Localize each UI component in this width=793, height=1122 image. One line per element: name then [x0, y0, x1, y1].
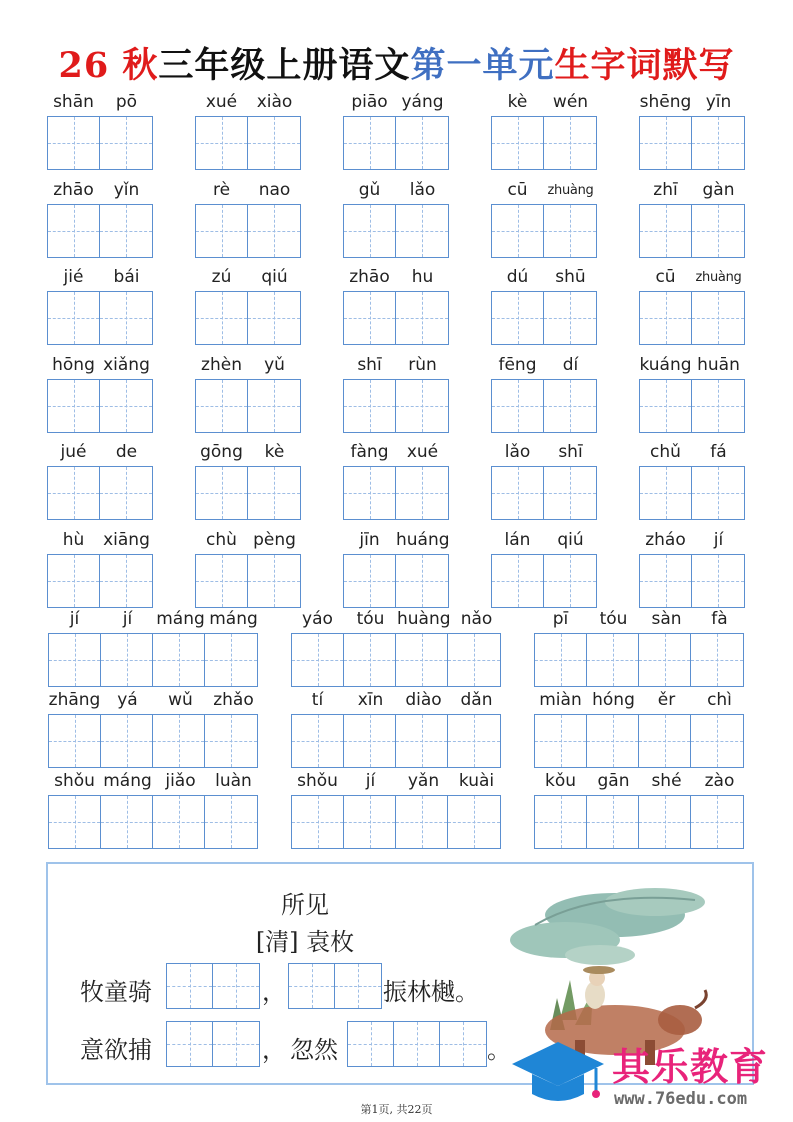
tianzige-grid[interactable]	[534, 633, 744, 687]
writing-cell[interactable]	[100, 555, 152, 607]
writing-cell[interactable]	[49, 634, 101, 686]
tianzige-grid[interactable]	[195, 466, 301, 520]
tianzige-grid[interactable]	[343, 379, 449, 433]
pinyin-label: shī	[357, 355, 382, 375]
pinyin-label: yáng	[401, 92, 444, 112]
tianzige-grid[interactable]	[343, 466, 449, 520]
writing-cell[interactable]	[448, 634, 500, 686]
pinyin-label: lán	[504, 530, 531, 550]
writing-cell[interactable]	[691, 634, 743, 686]
pinyin-label: dǎn	[460, 690, 493, 710]
pinyin-label: hóng	[592, 690, 635, 710]
pinyin-label: kè	[507, 92, 528, 112]
pinyin-label: bái	[113, 267, 140, 287]
pinyin-label: shǒu	[297, 771, 338, 791]
writing-cell[interactable]	[196, 117, 248, 169]
pinyin-label: shēng	[639, 92, 692, 112]
writing-cell[interactable]	[205, 634, 257, 686]
pinyin-label: xiāng	[103, 530, 150, 550]
pinyin-label: tóu	[599, 609, 628, 629]
writing-cell[interactable]	[587, 715, 639, 767]
pinyin-label: xué	[205, 92, 238, 112]
poem-blank-2[interactable]	[288, 963, 382, 1009]
tianzige-grid[interactable]	[47, 554, 153, 608]
writing-cell[interactable]	[492, 380, 544, 432]
poem-line1-start: 牧童骑	[80, 978, 152, 1006]
tianzige-grid[interactable]	[491, 204, 597, 258]
pinyin-label: tí	[311, 690, 324, 710]
tianzige-grid[interactable]	[639, 554, 745, 608]
pinyin-label: sàn	[651, 609, 682, 629]
writing-cell[interactable]	[344, 205, 396, 257]
writing-cell[interactable]	[396, 467, 448, 519]
logo-name: 其乐教育	[612, 1045, 769, 1089]
writing-cell[interactable]	[692, 380, 744, 432]
tianzige-grid[interactable]	[534, 714, 744, 768]
writing-cell[interactable]	[639, 796, 691, 848]
tianzige-grid[interactable]	[491, 466, 597, 520]
pinyin-label: piāo	[351, 92, 388, 112]
pinyin-label: jí	[69, 609, 80, 629]
pinyin-label: máng	[103, 771, 152, 791]
writing-cell[interactable]	[213, 964, 259, 1008]
writing-cell[interactable]	[394, 1022, 440, 1066]
writing-cell[interactable]	[396, 205, 448, 257]
pinyin-label: huáng	[396, 530, 450, 550]
writing-cell[interactable]	[639, 634, 691, 686]
pinyin-label: nǎo	[460, 609, 493, 629]
writing-cell[interactable]	[448, 715, 500, 767]
writing-cell[interactable]	[196, 205, 248, 257]
writing-cell[interactable]	[100, 292, 152, 344]
pinyin-label: yá	[117, 690, 138, 710]
tianzige-grid[interactable]	[291, 633, 501, 687]
tianzige-grid[interactable]	[343, 554, 449, 608]
title-grade: 三年级上册语文	[158, 45, 411, 86]
poem-line1-end: 振林樾。	[383, 978, 479, 1006]
tianzige-grid[interactable]	[195, 379, 301, 433]
pinyin-label: cū	[507, 180, 528, 200]
pinyin-label: fà	[711, 609, 728, 629]
pinyin-label: qiú	[261, 267, 288, 287]
pinyin-label: zhī	[653, 180, 678, 200]
tianzige-grid[interactable]	[639, 116, 745, 170]
writing-cell[interactable]	[205, 796, 257, 848]
pinyin-label: miàn	[539, 690, 582, 710]
pinyin-label: jiǎo	[165, 771, 196, 791]
writing-cell[interactable]	[535, 634, 587, 686]
writing-cell[interactable]	[100, 380, 152, 432]
pinyin-label: kuài	[458, 771, 495, 791]
tianzige-grid[interactable]	[491, 116, 597, 170]
pinyin-label: jué	[60, 442, 87, 462]
pinyin-label: zhǎo	[213, 690, 254, 710]
pinyin-label: gān	[597, 771, 630, 791]
writing-cell[interactable]	[196, 292, 248, 344]
writing-cell[interactable]	[101, 715, 153, 767]
writing-cell[interactable]	[248, 292, 300, 344]
pinyin-label: rùn	[408, 355, 437, 375]
writing-cell[interactable]	[49, 796, 101, 848]
pinyin-label: xīn	[357, 690, 384, 710]
pinyin-label: zháo	[645, 530, 686, 550]
writing-cell[interactable]	[544, 205, 596, 257]
poem-author: [清] 袁枚	[255, 928, 355, 956]
writing-cell[interactable]	[48, 292, 100, 344]
writing-cell[interactable]	[100, 117, 152, 169]
pinyin-label: yīn	[705, 92, 732, 112]
writing-cell[interactable]	[492, 117, 544, 169]
writing-cell[interactable]	[167, 1022, 213, 1066]
page-footer: 第1页, 共22页	[360, 1103, 433, 1116]
title-unit: 第一单元	[410, 45, 555, 86]
pinyin-label: yǎn	[407, 771, 440, 791]
pinyin-label: shé	[651, 771, 682, 791]
writing-cell[interactable]	[335, 964, 381, 1008]
poem-blank-4[interactable]	[347, 1021, 487, 1067]
pinyin-label: huàng	[397, 609, 451, 629]
writing-cell[interactable]	[48, 467, 100, 519]
writing-cell[interactable]	[48, 555, 100, 607]
page-title	[0, 38, 793, 88]
pinyin-label: yáo	[302, 609, 333, 629]
writing-cell[interactable]	[692, 467, 744, 519]
graduation-cap-icon	[512, 1042, 604, 1101]
writing-cell[interactable]	[691, 796, 743, 848]
writing-cell[interactable]	[440, 1022, 486, 1066]
poem-line2-mid: 忽然	[290, 1036, 338, 1064]
pinyin-label: zhuàng	[547, 183, 594, 198]
writing-cell[interactable]	[292, 715, 344, 767]
poem-line2-start: 意欲捕	[80, 1036, 152, 1064]
writing-cell[interactable]	[640, 380, 692, 432]
writing-cell[interactable]	[640, 292, 692, 344]
writing-cell[interactable]	[48, 117, 100, 169]
tianzige-grid[interactable]	[48, 795, 258, 849]
pinyin-label: hōng	[52, 355, 95, 375]
tree-foliage	[510, 888, 705, 965]
writing-cell[interactable]	[196, 555, 248, 607]
poem-title: 所见	[281, 891, 329, 919]
pinyin-label: nao	[258, 180, 291, 200]
pinyin-label: chù	[206, 530, 237, 550]
writing-cell[interactable]	[544, 380, 596, 432]
tianzige-grid[interactable]	[47, 291, 153, 345]
pinyin-label: xiǎng	[103, 355, 150, 375]
pinyin-label: zhuàng	[695, 270, 742, 285]
pinyin-label: yǐn	[113, 180, 140, 200]
tianzige-grid[interactable]	[491, 379, 597, 433]
pinyin-label: jí	[122, 609, 133, 629]
tianzige-grid[interactable]	[343, 291, 449, 345]
tianzige-grid[interactable]	[48, 714, 258, 768]
pinyin-label: zhāng	[48, 690, 101, 710]
writing-cell[interactable]	[289, 964, 335, 1008]
pinyin-label: jí	[713, 530, 724, 550]
writing-cell[interactable]	[49, 715, 101, 767]
logo-url: www.76edu.com	[614, 1089, 748, 1109]
poem-blank-1[interactable]	[166, 963, 260, 1009]
writing-cell[interactable]	[639, 715, 691, 767]
writing-cell[interactable]	[492, 467, 544, 519]
writing-cell[interactable]	[344, 634, 396, 686]
pinyin-label: kǒu	[544, 771, 577, 791]
tianzige-grid[interactable]	[195, 554, 301, 608]
writing-cell[interactable]	[587, 634, 639, 686]
writing-cell[interactable]	[640, 117, 692, 169]
writing-cell[interactable]	[535, 715, 587, 767]
pinyin-label: zhāo	[53, 180, 94, 200]
writing-cell[interactable]	[248, 555, 300, 607]
pinyin-label: wén	[552, 92, 589, 112]
writing-cell[interactable]	[213, 1022, 259, 1066]
writing-cell[interactable]	[535, 796, 587, 848]
writing-cell[interactable]	[248, 467, 300, 519]
writing-cell[interactable]	[544, 292, 596, 344]
pinyin-label: shǒu	[54, 771, 95, 791]
pinyin-label: jīn	[359, 530, 380, 550]
tianzige-grid[interactable]	[48, 633, 258, 687]
writing-cell[interactable]	[692, 292, 744, 344]
writing-cell[interactable]	[396, 715, 448, 767]
tianzige-grid[interactable]	[291, 714, 501, 768]
poem-blank-3[interactable]	[166, 1021, 260, 1067]
tianzige-grid[interactable]	[47, 204, 153, 258]
pinyin-label: kè	[264, 442, 285, 462]
writing-cell[interactable]	[196, 380, 248, 432]
writing-cell[interactable]	[640, 555, 692, 607]
writing-cell[interactable]	[205, 715, 257, 767]
tianzige-grid[interactable]	[639, 204, 745, 258]
writing-cell[interactable]	[396, 380, 448, 432]
pinyin-label: hu	[411, 267, 434, 287]
tianzige-grid[interactable]	[195, 291, 301, 345]
writing-cell[interactable]	[248, 205, 300, 257]
writing-cell[interactable]	[348, 1022, 394, 1066]
writing-cell[interactable]	[691, 715, 743, 767]
pinyin-label: jié	[63, 267, 84, 287]
tianzige-grid[interactable]	[491, 291, 597, 345]
pinyin-label: lǎo	[409, 180, 436, 200]
pinyin-label: shān	[53, 92, 94, 112]
writing-cell[interactable]	[492, 205, 544, 257]
writing-cell[interactable]	[396, 796, 448, 848]
pinyin-label: máng	[156, 609, 205, 629]
pinyin-label: shī	[558, 442, 583, 462]
tianzige-grid[interactable]	[491, 554, 597, 608]
pinyin-label: dí	[562, 355, 579, 375]
tianzige-grid[interactable]	[291, 795, 501, 849]
tianzige-grid[interactable]	[195, 204, 301, 258]
writing-cell[interactable]	[100, 205, 152, 257]
pinyin-label: cū	[655, 267, 676, 287]
pinyin-label: máng	[209, 609, 258, 629]
pinyin-label: pō	[115, 92, 138, 112]
pinyin-label: kuáng	[639, 355, 692, 375]
pinyin-label: chì	[707, 690, 732, 710]
pinyin-label: fá	[710, 442, 727, 462]
writing-cell[interactable]	[344, 292, 396, 344]
pinyin-label: gàn	[702, 180, 735, 200]
writing-cell[interactable]	[492, 555, 544, 607]
writing-cell[interactable]	[48, 205, 100, 257]
writing-cell[interactable]	[344, 467, 396, 519]
writing-cell[interactable]	[248, 117, 300, 169]
tianzige-grid[interactable]	[47, 116, 153, 170]
pinyin-label: huān	[697, 355, 740, 375]
writing-cell[interactable]	[344, 380, 396, 432]
writing-cell[interactable]	[692, 205, 744, 257]
pinyin-label: qiú	[557, 530, 584, 550]
writing-cell[interactable]	[396, 555, 448, 607]
pinyin-label: zú	[211, 267, 232, 287]
pinyin-label: shū	[555, 267, 586, 287]
tianzige-grid[interactable]	[47, 379, 153, 433]
tianzige-grid[interactable]	[639, 379, 745, 433]
writing-cell[interactable]	[153, 796, 205, 848]
pinyin-label: gōng	[200, 442, 243, 462]
pinyin-label: hù	[62, 530, 85, 550]
pinyin-label: fàng	[350, 442, 389, 462]
pinyin-label: pī	[552, 609, 569, 629]
writing-cell[interactable]	[196, 467, 248, 519]
tianzige-grid[interactable]	[534, 795, 744, 849]
writing-cell[interactable]	[544, 467, 596, 519]
writing-cell[interactable]	[292, 634, 344, 686]
writing-cell[interactable]	[101, 796, 153, 848]
writing-cell[interactable]	[448, 796, 500, 848]
tianzige-grid[interactable]	[639, 291, 745, 345]
writing-cell[interactable]	[153, 634, 205, 686]
writing-cell[interactable]	[248, 380, 300, 432]
writing-cell[interactable]	[101, 634, 153, 686]
pinyin-label: xiào	[256, 92, 293, 112]
pinyin-label: gǔ	[358, 180, 381, 200]
title-topic: 生字词默写	[554, 45, 735, 86]
pinyin-label: luàn	[215, 771, 252, 791]
poem-line2-end: 。	[487, 1036, 511, 1064]
poem-line2-comma: ，	[262, 1036, 286, 1064]
writing-cell[interactable]	[344, 555, 396, 607]
pinyin-label: dú	[506, 267, 529, 287]
writing-cell[interactable]	[100, 467, 152, 519]
writing-cell[interactable]	[344, 715, 396, 767]
pinyin-label: zhèn	[201, 355, 242, 375]
pinyin-label: zào	[704, 771, 735, 791]
writing-cell[interactable]	[344, 796, 396, 848]
writing-cell[interactable]	[344, 117, 396, 169]
writing-cell[interactable]	[544, 117, 596, 169]
pinyin-label: rè	[212, 180, 231, 200]
tianzige-grid[interactable]	[47, 466, 153, 520]
writing-cell[interactable]	[167, 964, 213, 1008]
poem-line1-comma: ，	[262, 978, 286, 1006]
pinyin-label: yǔ	[264, 355, 285, 375]
tianzige-grid[interactable]	[343, 204, 449, 258]
pinyin-label: pèng	[253, 530, 296, 550]
pinyin-label: fēng	[498, 355, 537, 375]
writing-cell[interactable]	[587, 796, 639, 848]
tianzige-grid[interactable]	[195, 116, 301, 170]
pinyin-label: zhāo	[349, 267, 390, 287]
writing-cell[interactable]	[292, 796, 344, 848]
title-year: 26 秋	[58, 45, 159, 86]
writing-cell[interactable]	[153, 715, 205, 767]
writing-cell[interactable]	[396, 117, 448, 169]
pinyin-label: tóu	[356, 609, 385, 629]
writing-cell[interactable]	[48, 380, 100, 432]
pinyin-label: ěr	[657, 690, 676, 710]
writing-cell[interactable]	[692, 117, 744, 169]
pinyin-label: jí	[365, 771, 376, 791]
writing-cell[interactable]	[492, 292, 544, 344]
pinyin-label: de	[115, 442, 138, 462]
pinyin-label: xué	[406, 442, 439, 462]
tianzige-grid[interactable]	[343, 116, 449, 170]
writing-cell[interactable]	[692, 555, 744, 607]
pinyin-label: chǔ	[650, 442, 681, 462]
writing-cell[interactable]	[640, 467, 692, 519]
pinyin-label: diào	[405, 690, 442, 710]
writing-cell[interactable]	[544, 555, 596, 607]
pinyin-label: wǔ	[168, 690, 193, 710]
writing-cell[interactable]	[396, 634, 448, 686]
pinyin-label: lǎo	[504, 442, 531, 462]
tianzige-grid[interactable]	[639, 466, 745, 520]
writing-cell[interactable]	[640, 205, 692, 257]
writing-cell[interactable]	[396, 292, 448, 344]
